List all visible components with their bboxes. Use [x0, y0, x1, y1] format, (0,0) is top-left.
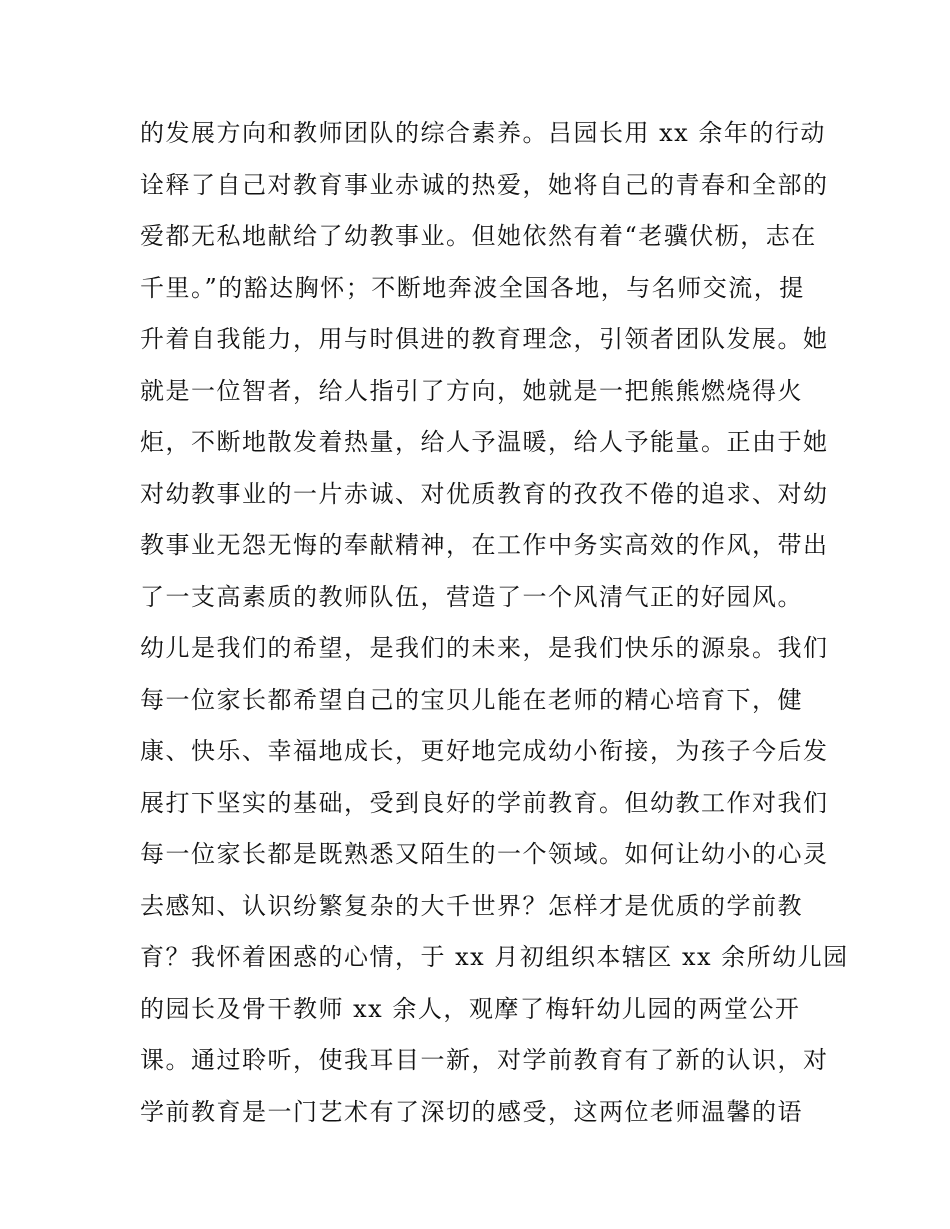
text-line: 升着自我能力，用与时俱进的教育理念，引领者团队发展。她	[140, 325, 829, 353]
text-line: 千里。”的豁达胸怀；不断地奔波全国各地，与名师交流，提	[140, 273, 805, 302]
body-text	[140, 108, 849, 1138]
text-line: 诠释了自己对教育事业赤诚的热爱，她将自己的青春和全部的	[140, 170, 829, 199]
text-line: 每一位家长都希望自己的宝贝儿能在老师的精心培育下，健	[140, 685, 803, 714]
text-line: 育？我怀着困惑的心情，于 xx 月初组织本辖区 xx 余所幼儿园	[140, 943, 849, 971]
text-line: 课。通过聆听，使我耳目一新，对学前教育有了新的认识，对	[140, 1046, 829, 1074]
text-line: 学前教育是一门艺术有了深切的感受，这两位老师温馨的语	[140, 1097, 803, 1126]
text-line: 去感知、认识纷繁复杂的大千世界？怎样才是优质的学前教	[140, 891, 803, 920]
text-line: 的发展方向和教师团队的综合素养。吕园长用 xx 余年的行动	[140, 119, 826, 147]
text-line: 爱都无私地献给了幼教事业。但她依然有着“老骥伏枥，志在	[140, 222, 817, 250]
text-line: 展打下坚实的基础，受到良好的学前教育。但幼教工作对我们	[140, 788, 829, 817]
text-line: 炬，不断地散发着热量，给人予温暖，给人予能量。正由于她	[140, 428, 829, 456]
text-line: 幼儿是我们的希望，是我们的未来，是我们快乐的源泉。我们	[140, 634, 829, 662]
text-line: 对幼教事业的一片赤诚、对优质教育的孜孜不倦的追求、对幼	[140, 479, 829, 508]
text-line: 就是一位智者，给人指引了方向，她就是一把熊熊燃烧得火	[140, 376, 803, 405]
text-line: 每一位家长都是既熟悉又陌生的一个领域。如何让幼小的心灵	[140, 840, 829, 868]
text-line: 教事业无怨无悔的奉献精神，在工作中务实高效的作风，带出	[140, 531, 829, 559]
text-line: 了一支高素质的教师队伍，营造了一个风清气正的好园风。	[140, 582, 803, 611]
text-line: 康、快乐、幸福地成长，更好地完成幼小衔接，为孩子今后发	[140, 737, 829, 765]
text-line: 的园长及骨干教师 xx 余人，观摩了梅轩幼儿园的两堂公开	[140, 994, 801, 1023]
